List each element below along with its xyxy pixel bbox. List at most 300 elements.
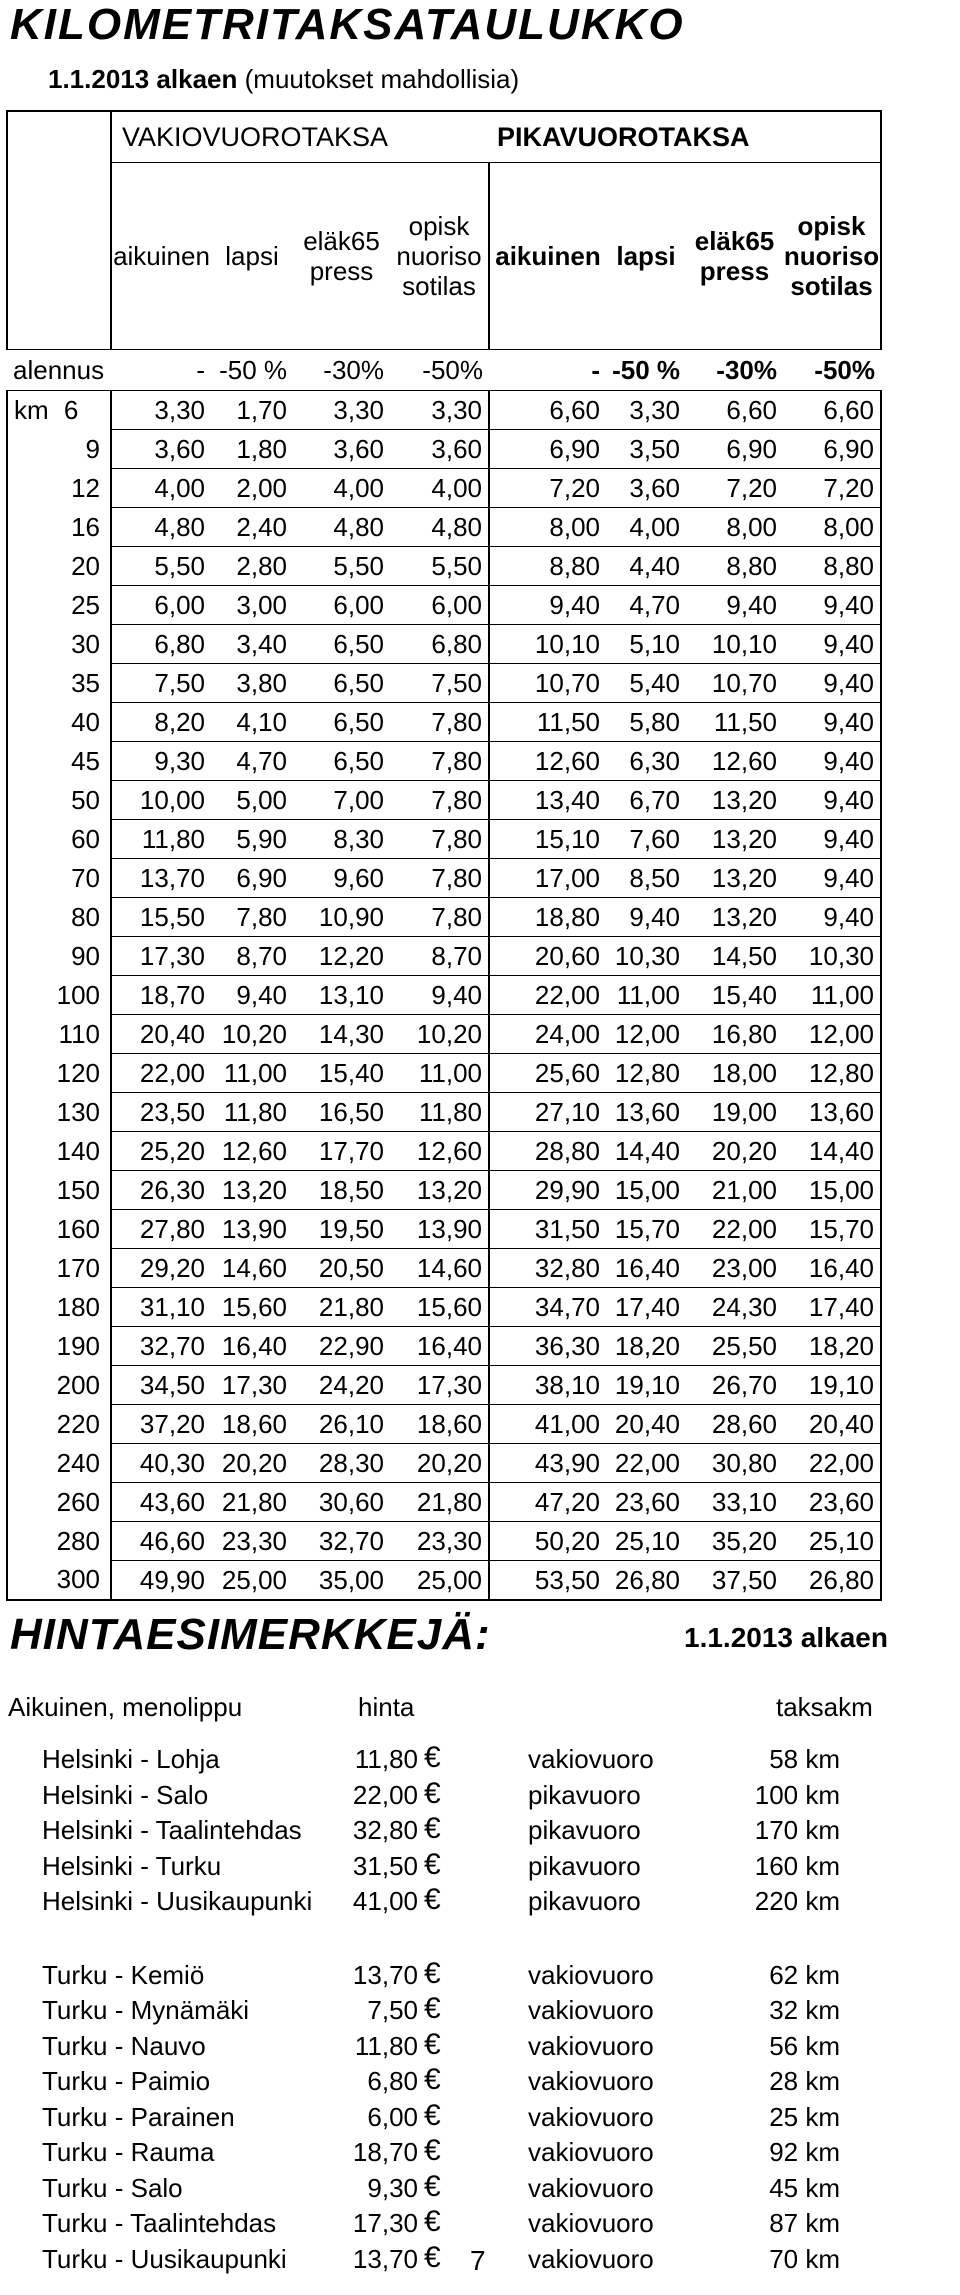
price-cell: 15,70 (606, 1210, 686, 1249)
table-row (7, 1522, 881, 1561)
column-header: eläk65 press (293, 163, 390, 350)
price-cell: 17,00 (489, 859, 606, 898)
price-cell: 10,00 (111, 781, 211, 820)
price-cell: 4,00 (390, 469, 489, 508)
price-cell: 5,50 (111, 547, 211, 586)
price-cell: 7,20 (489, 469, 606, 508)
price-cell: 4,10 (211, 703, 293, 742)
ticket-price: 11,80 (354, 2030, 418, 2061)
price-cell: 13,60 (783, 1093, 881, 1132)
table-row (7, 781, 881, 820)
price-cell: 6,50 (293, 625, 390, 664)
price-cell: 13,40 (489, 781, 606, 820)
price-cell: 11,00 (211, 1054, 293, 1093)
route-name: Helsinki - Uusikaupunki (42, 1886, 313, 1916)
price-cell: 6,50 (293, 664, 390, 703)
table-row (7, 1054, 881, 1093)
price-cell: 20,20 (686, 1132, 783, 1171)
price-cell: 12,60 (390, 1132, 489, 1171)
price-cell: 5,40 (606, 664, 686, 703)
km-cell (7, 391, 111, 430)
service-type: pikavuoro (528, 1779, 641, 1810)
price-cell: 20,60 (489, 937, 606, 976)
km-cell: 260 (7, 1483, 111, 1522)
tariff-distance: 70 km (769, 2243, 840, 2274)
price-cell: 10,70 (686, 664, 783, 703)
price-cell: 15,00 (783, 1171, 881, 1210)
price-cell: 19,50 (293, 1210, 390, 1249)
price-example-row (0, 2029, 960, 2065)
price-cell: 7,80 (390, 898, 489, 937)
price-cell: 9,40 (783, 781, 881, 820)
price-cell: 9,40 (783, 898, 881, 937)
price-cell: 28,30 (293, 1444, 390, 1483)
column-header: lapsi (211, 163, 293, 350)
discount-row (7, 350, 881, 391)
price-cell: 22,00 (489, 976, 606, 1015)
price-cell: 3,40 (211, 625, 293, 664)
price-cell: 3,30 (293, 391, 390, 430)
price-cell: 1,80 (211, 430, 293, 469)
price-cell: 21,80 (390, 1483, 489, 1522)
price-cell: 14,30 (293, 1015, 390, 1054)
price-cell: 2,40 (211, 508, 293, 547)
price-cell: 12,00 (606, 1015, 686, 1054)
price-cell: 17,40 (783, 1288, 881, 1327)
price-cell: 4,80 (390, 508, 489, 547)
km-cell: 25 (7, 586, 111, 625)
price-cell: 7,80 (390, 703, 489, 742)
euro-symbol: € (424, 2205, 441, 2238)
price-cell: 6,80 (111, 625, 211, 664)
price-cell: 23,30 (390, 1522, 489, 1561)
tariff-distance: 87 km (769, 2208, 840, 2238)
price-column-header: hinta (358, 1692, 415, 1722)
price-cell: 8,00 (686, 508, 783, 547)
price-cell: 5,50 (390, 547, 489, 586)
route-name: Helsinki - Lohja (42, 1744, 220, 1774)
price-cell: 32,70 (293, 1522, 390, 1561)
price-cell: 9,40 (783, 742, 881, 781)
price-example-row (0, 1778, 960, 1814)
price-cell: 12,60 (686, 742, 783, 781)
price-cell: 43,60 (111, 1483, 211, 1522)
price-cell: 6,60 (489, 391, 606, 430)
euro-symbol: € (424, 1847, 441, 1881)
price-cell: 3,30 (111, 391, 211, 430)
price-cell: 10,70 (489, 664, 606, 703)
page-number: 7 (470, 2245, 486, 2276)
discount-value: - (489, 350, 606, 391)
examples-date: 1.1.2013 alkaen (684, 1622, 888, 1653)
route-name: Helsinki - Turku (42, 1850, 222, 1881)
price-cell: 49,90 (111, 1561, 211, 1601)
discount-value: -30% (293, 350, 390, 391)
price-cell: 6,00 (111, 586, 211, 625)
price-cell: 6,00 (293, 586, 390, 625)
ticket-price: 6,00 (367, 2101, 418, 2132)
regular-fare-group: VAKIOVUOROTAKSA (111, 111, 489, 163)
price-cell: 30,60 (293, 1483, 390, 1522)
corner-cell (7, 111, 111, 350)
tariff-distance: 62 km (769, 1959, 840, 1990)
price-cell: 27,80 (111, 1210, 211, 1249)
table-row (7, 1249, 881, 1288)
price-cell: 11,00 (606, 976, 686, 1015)
euro-symbol: € (424, 1956, 441, 1990)
route-name: Turku - Mynämäki (42, 1995, 250, 2025)
service-type: vakiovuoro (528, 2030, 654, 2061)
price-cell: 34,70 (489, 1288, 606, 1327)
price-cell: 14,50 (686, 937, 783, 976)
price-cell: 31,50 (489, 1210, 606, 1249)
price-cell: 14,40 (783, 1132, 881, 1171)
price-cell: 16,40 (783, 1249, 881, 1288)
price-cell: 9,60 (293, 859, 390, 898)
price-cell: 17,70 (293, 1132, 390, 1171)
price-cell: 3,30 (606, 391, 686, 430)
price-cell: 9,40 (783, 586, 881, 625)
discount-value: - (111, 350, 211, 391)
euro-symbol: € (424, 1776, 441, 1810)
price-cell: 15,00 (606, 1171, 686, 1210)
price-cell: 16,40 (606, 1249, 686, 1288)
price-cell: 15,40 (686, 976, 783, 1015)
price-cell: 47,20 (489, 1483, 606, 1522)
price-cell: 10,20 (211, 1015, 293, 1054)
table-row (7, 1015, 881, 1054)
euro-symbol: € (424, 1992, 441, 2025)
column-header: opisk nuoriso sotilas (783, 163, 881, 350)
ticket-price: 9,30 (367, 2172, 418, 2203)
euro-symbol: € (424, 2134, 441, 2167)
price-examples-list (0, 1742, 960, 2277)
price-example-row (0, 1993, 960, 2029)
price-example-row (0, 2171, 960, 2207)
price-cell: 25,20 (111, 1132, 211, 1171)
tariff-distance: 100 km (754, 1779, 840, 1810)
service-type: vakiovuoro (528, 1959, 654, 1990)
price-cell: 20,20 (390, 1444, 489, 1483)
tariff-distance: 56 km (769, 2030, 840, 2061)
table-row (7, 820, 881, 859)
price-cell: 26,80 (606, 1561, 686, 1601)
column-header: opisk nuoriso sotilas (390, 163, 489, 350)
price-cell: 22,90 (293, 1327, 390, 1366)
price-cell: 37,50 (686, 1561, 783, 1601)
km-cell: 9 (7, 430, 111, 469)
price-cell: 13,20 (686, 898, 783, 937)
price-cell: 12,80 (606, 1054, 686, 1093)
price-cell: 15,50 (111, 898, 211, 937)
price-cell: 6,90 (489, 430, 606, 469)
price-cell: 18,80 (489, 898, 606, 937)
price-cell: 13,20 (211, 1171, 293, 1210)
price-example-row (0, 1884, 960, 1920)
service-type: vakiovuoro (528, 2101, 654, 2132)
price-cell: 20,50 (293, 1249, 390, 1288)
price-cell: 33,10 (686, 1483, 783, 1522)
table-row (7, 664, 881, 703)
column-header: eläk65 press (686, 163, 783, 350)
price-cell: 23,50 (111, 1093, 211, 1132)
price-cell: 9,40 (211, 976, 293, 1015)
price-cell: 7,20 (783, 469, 881, 508)
column-header: aikuinen (111, 163, 211, 350)
price-example-row (0, 2100, 960, 2136)
price-cell: 16,40 (211, 1327, 293, 1366)
price-cell: 18,20 (606, 1327, 686, 1366)
price-cell: 20,20 (211, 1444, 293, 1483)
service-type: vakiovuoro (528, 2243, 654, 2274)
service-type: pikavuoro (528, 1886, 641, 1916)
km-cell: 150 (7, 1171, 111, 1210)
discount-value: -30% (686, 350, 783, 391)
price-cell: 15,40 (293, 1054, 390, 1093)
km-cell: 100 (7, 976, 111, 1015)
euro-symbol: € (424, 2063, 441, 2096)
table-row (7, 547, 881, 586)
price-cell: 16,80 (686, 1015, 783, 1054)
price-cell: 8,70 (390, 937, 489, 976)
price-cell: 4,00 (111, 469, 211, 508)
price-cell: 23,30 (211, 1522, 293, 1561)
price-cell: 21,00 (686, 1171, 783, 1210)
price-cell: 36,30 (489, 1327, 606, 1366)
price-cell: 6,70 (606, 781, 686, 820)
ticket-price: 31,50 (352, 1850, 418, 1881)
price-cell: 23,60 (606, 1483, 686, 1522)
price-cell: 20,40 (783, 1405, 881, 1444)
price-cell: 25,50 (686, 1327, 783, 1366)
km-cell: 60 (7, 820, 111, 859)
table-row (7, 742, 881, 781)
price-cell: 3,60 (111, 430, 211, 469)
discount-value: -50 % (606, 350, 686, 391)
page-title: KILOMETRITAKSATAULUKKO (10, 0, 685, 49)
price-cell: 32,80 (489, 1249, 606, 1288)
price-cell: 11,50 (489, 703, 606, 742)
route-name: Turku - Kemiö (42, 1959, 205, 1990)
price-example-row (0, 2206, 960, 2242)
price-cell: 11,50 (686, 703, 783, 742)
price-cell: 22,00 (606, 1444, 686, 1483)
price-cell: 20,40 (111, 1015, 211, 1054)
table-row (7, 1483, 881, 1522)
price-cell: 21,80 (211, 1483, 293, 1522)
price-cell: 8,80 (783, 547, 881, 586)
service-type: vakiovuoro (528, 2066, 654, 2096)
price-cell: 3,60 (390, 430, 489, 469)
group-header-row (7, 111, 881, 163)
km-cell: 130 (7, 1093, 111, 1132)
price-cell: 7,80 (390, 742, 489, 781)
ticket-price: 41,00 (352, 1886, 418, 1916)
service-type: vakiovuoro (528, 2208, 654, 2238)
price-cell: 25,10 (783, 1522, 881, 1561)
ticket-price: 18,70 (352, 2137, 418, 2167)
km-cell: 40 (7, 703, 111, 742)
price-cell: 40,30 (111, 1444, 211, 1483)
price-cell: 26,70 (686, 1366, 783, 1405)
price-cell: 26,10 (293, 1405, 390, 1444)
price-cell: 19,10 (606, 1366, 686, 1405)
price-cell: 4,00 (293, 469, 390, 508)
discount-label: alennus (7, 350, 111, 391)
price-cell: 10,30 (606, 937, 686, 976)
table-row (7, 1093, 881, 1132)
price-cell: 41,00 (489, 1405, 606, 1444)
price-cell: 8,20 (111, 703, 211, 742)
table-row (7, 1366, 881, 1405)
km-cell: 20 (7, 547, 111, 586)
ticket-price: 22,00 (352, 1779, 418, 1810)
price-cell: 2,00 (211, 469, 293, 508)
price-cell: 5,00 (211, 781, 293, 820)
price-cell: 1,70 (211, 391, 293, 430)
price-cell: 13,90 (390, 1210, 489, 1249)
price-example-row (0, 1958, 960, 1994)
price-cell: 3,60 (606, 469, 686, 508)
tariff-distance: 160 km (754, 1850, 840, 1881)
km-cell: 12 (7, 469, 111, 508)
price-cell: 3,60 (293, 430, 390, 469)
price-cell: 13,20 (686, 781, 783, 820)
examples-column-headers (0, 1692, 960, 1728)
price-cell: 15,10 (489, 820, 606, 859)
distance-column-header: taksakm (776, 1692, 873, 1722)
price-cell: 4,80 (111, 508, 211, 547)
price-cell: 18,20 (783, 1327, 881, 1366)
km-value: 6 (63, 394, 79, 425)
price-cell: 7,80 (390, 820, 489, 859)
km-cell: 300 (7, 1561, 111, 1601)
price-cell: 17,30 (390, 1366, 489, 1405)
price-cell: 13,10 (293, 976, 390, 1015)
discount-value: -50% (390, 350, 489, 391)
tariff-distance: 58 km (769, 1744, 840, 1774)
route-column-header: Aikuinen, menolippu (8, 1692, 243, 1722)
service-type: pikavuoro (528, 1815, 641, 1845)
examples-heading: HINTAESIMERKKEJÄ: (10, 1610, 491, 1659)
price-cell: 27,10 (489, 1093, 606, 1132)
price-cell: 12,60 (489, 742, 606, 781)
price-cell: 12,60 (211, 1132, 293, 1171)
price-cell: 6,90 (211, 859, 293, 898)
table-row (7, 1444, 881, 1483)
price-cell: 11,00 (783, 976, 881, 1015)
price-cell: 3,30 (390, 391, 489, 430)
price-cell: 7,00 (293, 781, 390, 820)
price-cell: 12,00 (783, 1015, 881, 1054)
price-cell: 4,80 (293, 508, 390, 547)
price-cell: 37,20 (111, 1405, 211, 1444)
price-cell: 38,10 (489, 1366, 606, 1405)
route-name: Turku - Nauvo (42, 2030, 206, 2061)
column-header: lapsi (606, 163, 686, 350)
price-cell: 15,70 (783, 1210, 881, 1249)
table-row (7, 586, 881, 625)
price-cell: 6,50 (293, 742, 390, 781)
price-cell: 11,00 (390, 1054, 489, 1093)
price-cell: 28,80 (489, 1132, 606, 1171)
price-cell: 13,70 (111, 859, 211, 898)
price-cell: 12,80 (783, 1054, 881, 1093)
price-cell: 13,20 (686, 820, 783, 859)
table-row (7, 625, 881, 664)
table-row (7, 1132, 881, 1171)
ticket-price: 13,70 (352, 1959, 418, 1990)
price-cell: 15,60 (211, 1288, 293, 1327)
price-cell: 43,90 (489, 1444, 606, 1483)
tariff-distance: 45 km (769, 2172, 840, 2203)
price-cell: 9,40 (783, 859, 881, 898)
table-row (7, 703, 881, 742)
euro-symbol: € (424, 2169, 441, 2203)
price-cell: 9,40 (783, 703, 881, 742)
price-cell: 3,80 (211, 664, 293, 703)
ticket-price: 13,70 (352, 2243, 418, 2274)
price-cell: 11,80 (111, 820, 211, 859)
price-cell: 7,50 (111, 664, 211, 703)
price-cell: 17,30 (211, 1366, 293, 1405)
table-row (7, 1561, 881, 1601)
table-row (7, 1288, 881, 1327)
price-cell: 8,70 (211, 937, 293, 976)
table-row (7, 898, 881, 937)
price-example-row (0, 2135, 960, 2171)
price-cell: 25,00 (390, 1561, 489, 1601)
price-cell: 7,50 (390, 664, 489, 703)
fare-table (6, 110, 882, 1601)
km-cell: 35 (7, 664, 111, 703)
table-row (7, 976, 881, 1015)
price-cell: 14,40 (606, 1132, 686, 1171)
price-cell: 3,00 (211, 586, 293, 625)
price-cell: 6,00 (390, 586, 489, 625)
price-cell: 46,60 (111, 1522, 211, 1561)
price-example-row (0, 1849, 960, 1885)
price-cell: 32,70 (111, 1327, 211, 1366)
tariff-distance: 170 km (754, 1815, 840, 1845)
table-row (7, 1327, 881, 1366)
table-row (7, 508, 881, 547)
price-cell: 22,00 (686, 1210, 783, 1249)
km-cell: 80 (7, 898, 111, 937)
effective-date: 1.1.2013 alkaen (48, 64, 238, 94)
price-cell: 9,30 (111, 742, 211, 781)
price-cell: 30,80 (686, 1444, 783, 1483)
price-cell: 8,00 (489, 508, 606, 547)
tariff-distance: 28 km (769, 2066, 840, 2096)
price-cell: 8,50 (606, 859, 686, 898)
price-cell: 6,60 (686, 391, 783, 430)
table-row (7, 430, 881, 469)
price-cell: 22,00 (783, 1444, 881, 1483)
km-cell: 50 (7, 781, 111, 820)
price-cell: 29,90 (489, 1171, 606, 1210)
price-cell: 19,10 (783, 1366, 881, 1405)
km-cell: 240 (7, 1444, 111, 1483)
price-cell: 9,40 (390, 976, 489, 1015)
price-cell: 10,90 (293, 898, 390, 937)
price-cell: 50,20 (489, 1522, 606, 1561)
price-cell: 14,60 (390, 1249, 489, 1288)
km-cell: 160 (7, 1210, 111, 1249)
km-cell: 200 (7, 1366, 111, 1405)
table-row (7, 469, 881, 508)
route-name: Helsinki - Taalintehdas (42, 1815, 302, 1845)
